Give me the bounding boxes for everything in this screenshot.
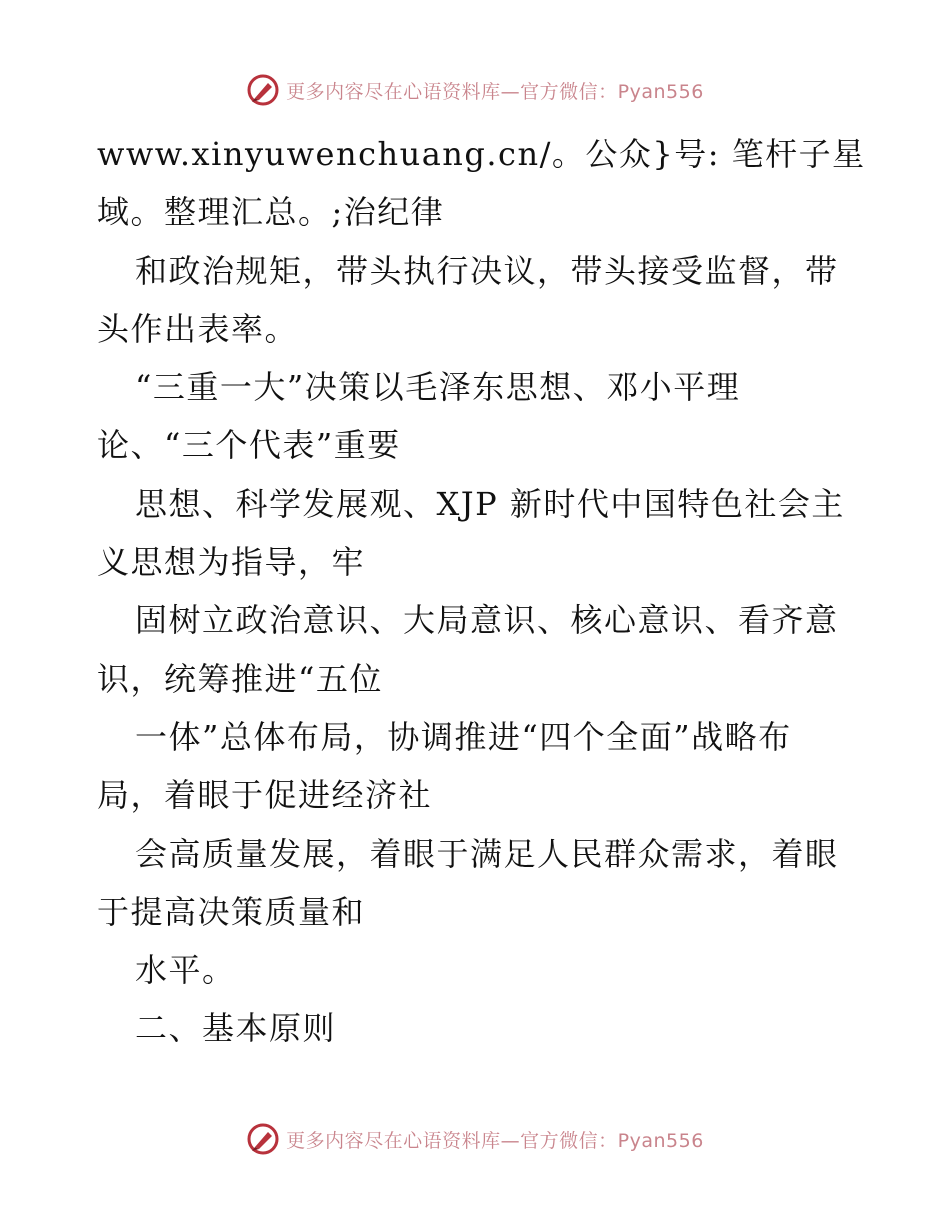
text-line-9: 固树立政治意识、大局意识、核心意识、看齐意 [135,601,839,640]
document-body [97,125,867,1058]
footer-banner [0,1119,950,1159]
text-line-1: www.xinyuwenchuang.cn/。公众}号: 笔杆子星 [97,135,866,173]
pen-nib-logo-icon [246,1122,280,1156]
text-line-13: 会高质量发展，着眼于满足人民群众需求，着眼 [135,834,839,873]
text-line-11: 一体”总体布局，协调推进“四个全面”战略布 [135,717,792,756]
text-line-14: 于提高决策质量和 [97,892,366,931]
text-line-15: 水平。 [135,951,236,990]
text-line-10: 识，统筹推进“五位 [97,659,383,698]
text-line-7: 思想、科学发展观、XJP 新时代中国特色社会主 [135,484,845,523]
text-line-4: 头作出表率。 [97,309,299,348]
footer-banner-text: 更多内容尽在心语资料库—官方微信：Pyan556 [286,1129,704,1152]
text-line-2: 域。整理汇总。;治纪律 [97,193,445,232]
text-line-6: 论、“三个代表”重要 [97,426,401,465]
pen-nib-logo-icon [246,73,280,107]
header-banner [0,70,950,110]
section-heading: 二、基本原则 [135,1009,337,1048]
text-line-12: 局，着眼于促进经济社 [97,776,433,815]
header-banner-text: 更多内容尽在心语资料库—官方微信：Pyan556 [286,80,704,103]
text-line-3: 和政治规矩，带头执行决议，带头接受监督，带 [135,251,839,290]
text-line-5: “三重一大”决策以毛泽东思想、邓小平理 [135,368,741,407]
text-line-8: 义思想为指导，牢 [97,543,366,582]
